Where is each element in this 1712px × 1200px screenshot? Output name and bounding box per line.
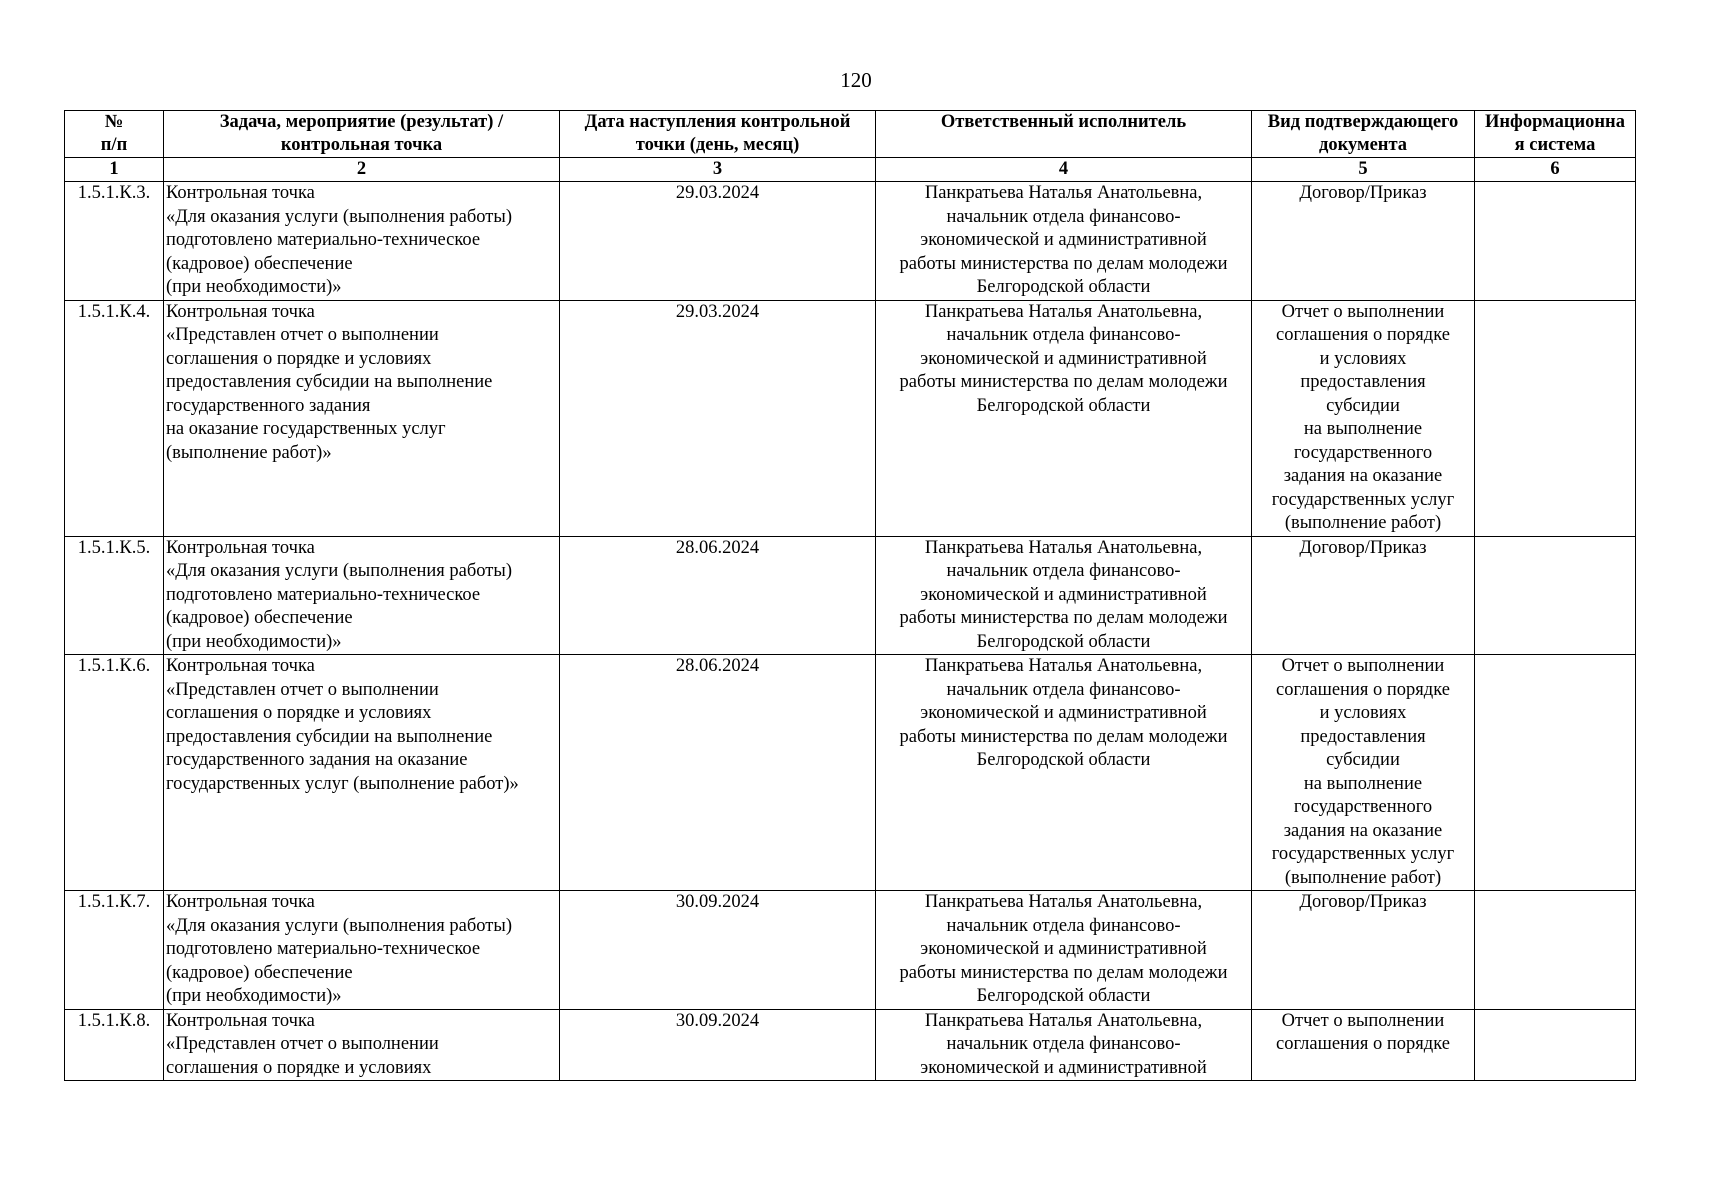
- row-system: [1475, 1009, 1636, 1081]
- row-number: 1.5.1.К.3.: [65, 182, 164, 301]
- row-task: Контрольная точка «Для оказания услуги (выполнения работы) подготовлено материально-техническое (кадровое) обеспечение (при необходимости)»: [164, 891, 560, 1010]
- row-number: 1.5.1.К.5.: [65, 536, 164, 655]
- column-number: 4: [876, 158, 1252, 182]
- table-row: [65, 655, 1636, 891]
- row-number: 1.5.1.К.4.: [65, 300, 164, 536]
- row-document: Отчет о выполнении соглашения о порядке и условиях предоставления субсидии на выполнение государственного задания на оказание государственных услуг (выполнение работ): [1252, 655, 1475, 891]
- row-date: 30.09.2024: [560, 891, 876, 1010]
- column-number: 5: [1252, 158, 1475, 182]
- header-system: Информационна я система: [1475, 111, 1636, 158]
- row-responsible: Панкратьева Наталья Анатольевна, начальник отдела финансово- экономической и административной работы министерства по делам молодежи Белгородской области: [876, 300, 1252, 536]
- row-date: 29.03.2024: [560, 182, 876, 301]
- table-row: [65, 1009, 1636, 1081]
- row-date: 29.03.2024: [560, 300, 876, 536]
- row-system: [1475, 536, 1636, 655]
- table-row: [65, 300, 1636, 536]
- header-num: № п/п: [65, 111, 164, 158]
- row-number: 1.5.1.К.6.: [65, 655, 164, 891]
- row-date: 30.09.2024: [560, 1009, 876, 1081]
- control-points-table: [64, 110, 1636, 1081]
- row-responsible: Панкратьева Наталья Анатольевна, начальник отдела финансово- экономической и административной работы министерства по делам молодежи Белгородской области: [876, 891, 1252, 1010]
- table-row: [65, 891, 1636, 1010]
- row-responsible: Панкратьева Наталья Анатольевна, начальник отдела финансово- экономической и административной работы министерства по делам молодежи Белгородской области: [876, 182, 1252, 301]
- table-row: [65, 536, 1636, 655]
- page-number: 120: [840, 68, 872, 92]
- header-row: [65, 111, 1636, 158]
- row-system: [1475, 655, 1636, 891]
- row-date: 28.06.2024: [560, 536, 876, 655]
- row-number: 1.5.1.К.7.: [65, 891, 164, 1010]
- row-task: Контрольная точка «Представлен отчет о выполнении соглашения о порядке и условиях: [164, 1009, 560, 1081]
- row-document: Договор/Приказ: [1252, 536, 1475, 655]
- header-date: Дата наступления контрольной точки (день, месяц): [560, 111, 876, 158]
- header-document: Вид подтверждающего документа: [1252, 111, 1475, 158]
- row-document: Договор/Приказ: [1252, 182, 1475, 301]
- row-task: Контрольная точка «Для оказания услуги (выполнения работы) подготовлено материально-техническое (кадровое) обеспечение (при необходимости)»: [164, 182, 560, 301]
- row-task: Контрольная точка «Представлен отчет о выполнении соглашения о порядке и условиях предоставления субсидии на выполнение государственного задания на оказание государственных услуг (выполнение работ)»: [164, 300, 560, 536]
- column-number: 1: [65, 158, 164, 182]
- header-responsible: Ответственный исполнитель: [876, 111, 1252, 158]
- row-document: Отчет о выполнении соглашения о порядке и условиях предоставления субсидии на выполнение государственного задания на оказание государственных услуг (выполнение работ): [1252, 300, 1475, 536]
- row-system: [1475, 300, 1636, 536]
- row-task: Контрольная точка «Для оказания услуги (выполнения работы) подготовлено материально-техническое (кадровое) обеспечение (при необходимости)»: [164, 536, 560, 655]
- column-number-row: [65, 158, 1636, 182]
- row-responsible: Панкратьева Наталья Анатольевна, начальник отдела финансово- экономической и административной работы министерства по делам молодежи Белгородской области: [876, 655, 1252, 891]
- table-row: [65, 182, 1636, 301]
- row-responsible: Панкратьева Наталья Анатольевна, начальник отдела финансово- экономической и административной: [876, 1009, 1252, 1081]
- column-number: 6: [1475, 158, 1636, 182]
- row-system: [1475, 891, 1636, 1010]
- header-task: Задача, мероприятие (результат) / контрольная точка: [164, 111, 560, 158]
- column-number: 2: [164, 158, 560, 182]
- row-date: 28.06.2024: [560, 655, 876, 891]
- row-system: [1475, 182, 1636, 301]
- row-number: 1.5.1.К.8.: [65, 1009, 164, 1081]
- row-responsible: Панкратьева Наталья Анатольевна, начальник отдела финансово- экономической и административной работы министерства по делам молодежи Белгородской области: [876, 536, 1252, 655]
- column-number: 3: [560, 158, 876, 182]
- row-document: Отчет о выполнении соглашения о порядке: [1252, 1009, 1475, 1081]
- row-task: Контрольная точка «Представлен отчет о выполнении соглашения о порядке и условиях предоставления субсидии на выполнение государственного задания на оказание государственных услуг (выполнение работ)»: [164, 655, 560, 891]
- row-document: Договор/Приказ: [1252, 891, 1475, 1010]
